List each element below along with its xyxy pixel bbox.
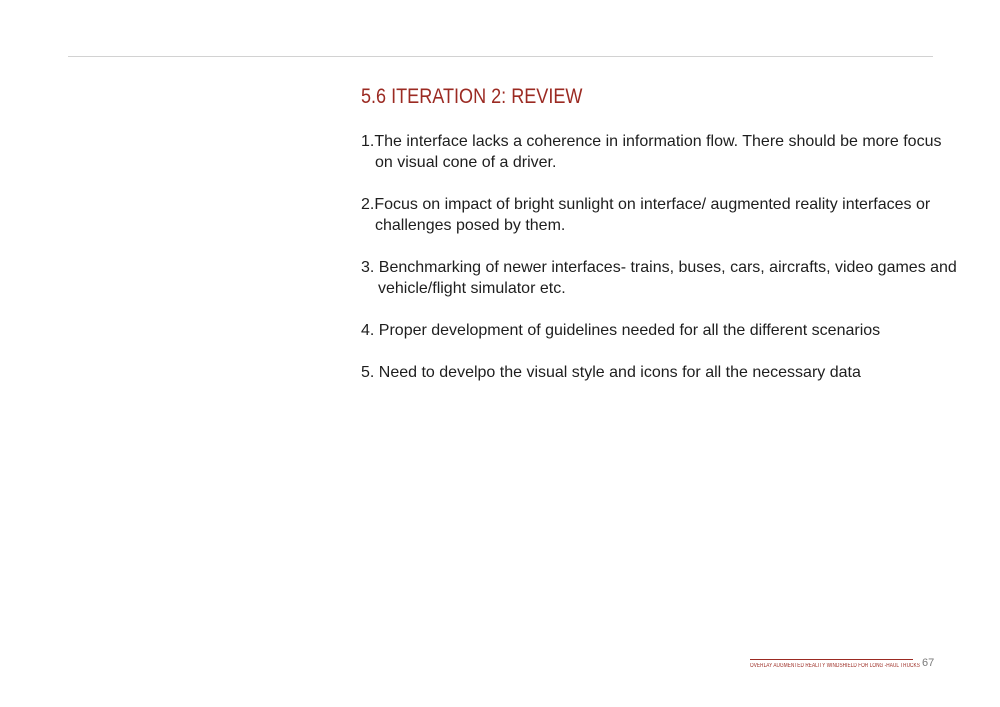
review-item-line: 2.Focus on impact of bright sunlight on interface/ augmented reality interfaces or — [361, 196, 931, 213]
review-item-line: 5. Need to develpo the visual style and icons for all the necessary data — [361, 364, 861, 381]
review-item-line: challenges posed by them. — [375, 217, 566, 234]
review-item-5 — [361, 362, 936, 383]
review-item-line: on visual cone of a driver. — [375, 154, 557, 171]
review-item-1 — [361, 131, 942, 173]
review-item-2 — [361, 194, 936, 236]
review-item-3 — [361, 257, 957, 299]
page-number: 67 — [922, 657, 935, 669]
top-divider — [68, 56, 933, 57]
footer-divider — [750, 659, 913, 660]
review-item-line: vehicle/flight simulator etc. — [378, 280, 566, 297]
review-item-line: 1.The interface lacks a coherence in information flow. There should be more focus — [361, 133, 942, 150]
section-heading: 5.6 ITERATION 2: REVIEW — [361, 85, 583, 108]
footer-caption: OVERLAY AUGMENTED REALITY WINDSHIELD FOR LONG -HAUL TRUCKS — [750, 663, 920, 669]
review-item-4 — [361, 320, 936, 341]
review-list — [361, 131, 957, 404]
review-item-line: 3. Benchmarking of newer interfaces- trains, buses, cars, aircrafts, video games and — [361, 259, 957, 276]
review-item-line: 4. Proper development of guidelines needed for all the different scenarios — [361, 322, 881, 339]
